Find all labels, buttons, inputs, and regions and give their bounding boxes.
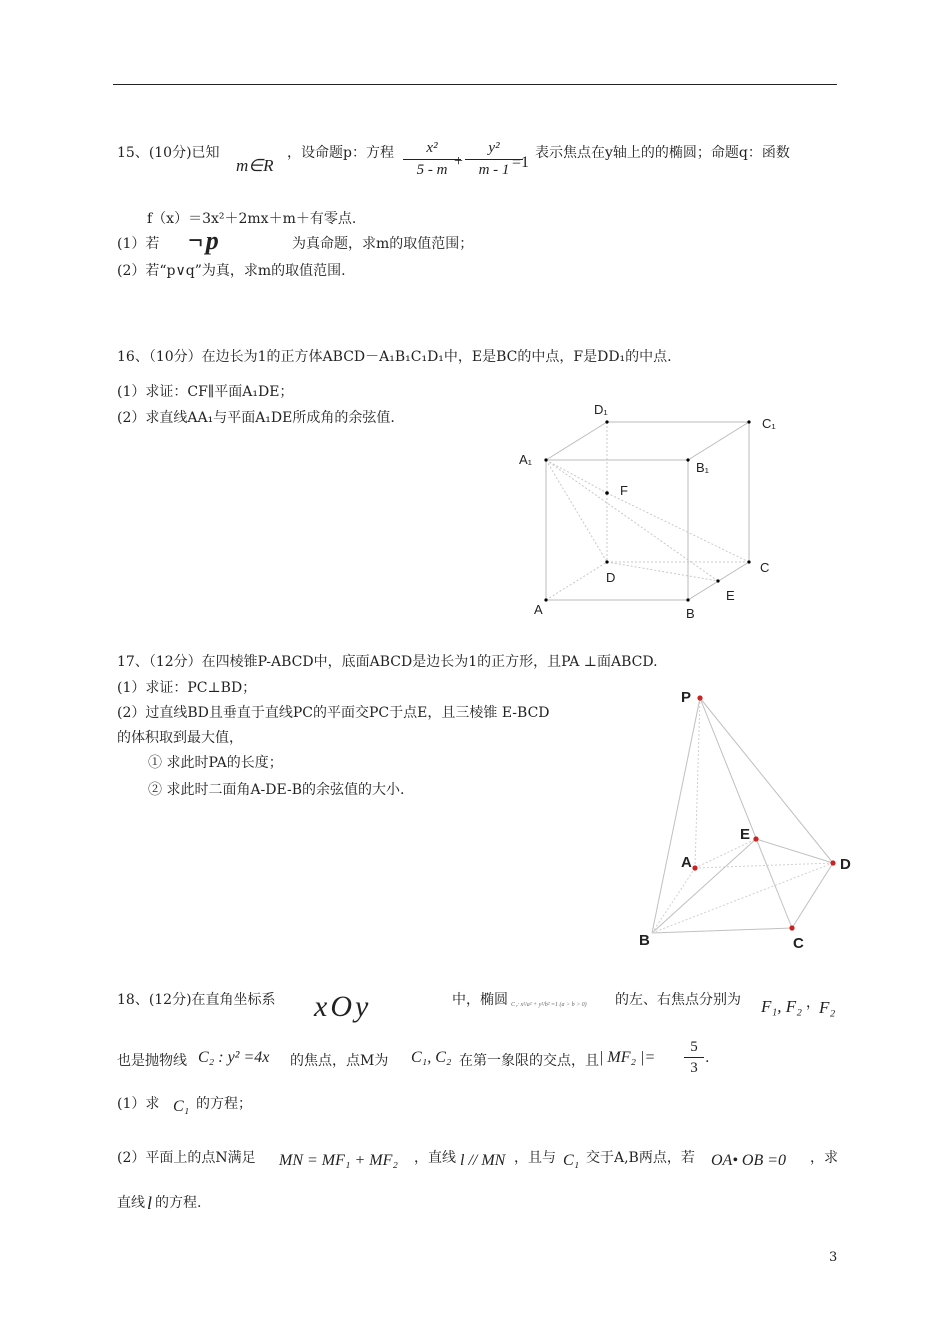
q18-line2-b: 的焦点，点M为 (290, 1053, 389, 1069)
q16-point-b1 (686, 458, 689, 461)
q18-tail1: 的左、右焦点分别为 (615, 992, 741, 1008)
q15-fraction-1 (403, 140, 464, 179)
q15-lead: 15、(10分)已知 (117, 145, 220, 161)
q15-equals: =1 (512, 154, 530, 171)
q17-sub1: ① 求此时PA的长度； (148, 755, 283, 771)
q18-part2-c: ，且与 (514, 1150, 556, 1166)
q16-cube-diagram (510, 396, 800, 626)
q18-part2-b: ，直线 (414, 1150, 456, 1166)
q16-part1: (1）求证：CF∥平面A₁DE； (117, 384, 294, 400)
q15-mid: ，设命题p：方程 (287, 145, 394, 161)
q16-label-b: B (686, 606, 695, 621)
q16-point-d1 (605, 420, 608, 423)
q15-function: f（x）＝3x²＋2mx＋m＋有零点. (147, 211, 357, 227)
q18-mid: 中，椭圆 (452, 992, 508, 1008)
q17-label-p: P (681, 689, 692, 706)
q18-part1-b: 的方程； (196, 1096, 252, 1112)
q16-lead: 16、（10分）在边长为1的正方体ABCD－A₁B₁C₁D₁中，E是BC的中点，F是DD₁的中点. (117, 349, 672, 365)
q16-point-c1 (747, 420, 750, 423)
q18-line2-a: 也是抛物线 (117, 1053, 187, 1069)
q17-part1: (1）求证：PC⊥BD； (117, 680, 257, 696)
q17-point-d (830, 860, 835, 865)
q18-frac-den: 3 (690, 1060, 698, 1076)
q15-part2: (2）若“p∨q”为真，求m的取值范围. (117, 263, 346, 279)
q16-point-d (605, 560, 608, 563)
q17-part2-a: (2）过直线BD且垂直于直线PC的平面交PC于点E，且三棱锥 E-BCD (117, 705, 550, 721)
q16-label-e: E (726, 588, 735, 603)
q17-label-a: A (681, 854, 692, 871)
q15-part1-b: 为真命题，求m的取值范围； (292, 236, 474, 252)
q18-period: . (705, 1050, 710, 1066)
q16-label-a: A (534, 602, 543, 617)
q15-f1-den: 5 - m (416, 162, 448, 178)
q18-f2: F₂ (819, 998, 836, 1017)
q16-part2: (2）求直线AA₁与平面A₁DE所成角的余弦值. (117, 410, 395, 426)
q18-dot-product: OA• OB =0 (711, 1152, 787, 1169)
q16-label-b1: B₁ (696, 460, 710, 475)
q18-line3-b: 的方程. (155, 1195, 202, 1211)
q18-c1c2: C₁, C₂ (411, 1049, 452, 1066)
q16-label-d: D (606, 570, 616, 585)
q18-fraction (684, 1039, 704, 1077)
q15-f2-den: m - 1 (478, 162, 510, 178)
q18-part2-a: (2）平面上的点N满足 (117, 1150, 256, 1166)
q17-label-d: D (840, 856, 851, 873)
q16-point-a (544, 598, 547, 601)
q18-part2-e: ，求 (810, 1150, 838, 1166)
q18-part2-c1: C₁ (563, 1152, 580, 1169)
q15-part1-a: (1）若 (117, 236, 160, 252)
q16-label-c: C (760, 560, 770, 575)
q17-pyramid-diagram (630, 678, 860, 958)
q17-label-e: E (740, 826, 751, 843)
q16-label-a1: A₁ (519, 452, 533, 467)
q17-point-e (753, 836, 758, 841)
q18-part1-a: (1）求 (117, 1096, 160, 1112)
q18-vector-eq: MN = MF₁ + MF₂ (279, 1152, 398, 1169)
q16-label-f: F (620, 483, 628, 498)
q18-comma: ， (806, 995, 820, 1011)
q17-sub2: ② 求此时二面角A-DE-B的余弦值的大小. (148, 782, 405, 798)
q18-lead: 18、(12分)在直角坐标系 (117, 992, 276, 1008)
q15-tail: 表示焦点在y轴上的的椭圆；命题q：函数 (535, 145, 790, 161)
q18-ellipse: C₁: x²/a² + y²/b² =1 (a > b > 0) (511, 1002, 587, 1008)
q17-lead: 17、（12分）在四棱锥P-ABCD中，底面ABCD是边长为1的正方形，且PA ⊥面ABCD. (117, 654, 658, 670)
q15-f2-num: y² (465, 140, 523, 160)
q16-point-a1 (544, 458, 547, 461)
header-rule (113, 84, 837, 85)
q18-frac-num: 5 (684, 1039, 704, 1058)
q17-part2-b: 的体积取到最大值， (117, 730, 243, 746)
q18-xoy: xOy (314, 990, 372, 1023)
q18-part1-c1: C₁ (173, 1098, 190, 1115)
q15-condition: m∈R (236, 156, 274, 175)
page-number: 3 (829, 1250, 838, 1265)
q17-point-c (789, 925, 794, 930)
q15-f1-num: x² (403, 140, 461, 160)
q15-neg-p: ¬p (188, 226, 221, 255)
q17-point-p (697, 695, 702, 700)
q18-part2-d: 交于A,B两点，若 (586, 1150, 695, 1166)
q16-point-c (747, 560, 750, 563)
q18-line2-c: 在第一象限的交点，且 (459, 1053, 599, 1069)
q18-parabola: C₂ : y² =4x (198, 1049, 270, 1066)
q18-foci: F₁, F₂ (761, 997, 803, 1016)
q16-point-b (686, 598, 689, 601)
q17-label-c: C (793, 935, 804, 952)
q16-label-c1: C₁ (762, 416, 776, 431)
q16-label-d1: D₁ (594, 402, 608, 417)
q18-parallel: l // MN (460, 1152, 506, 1169)
q17-label-b: B (639, 932, 650, 949)
q18-line3-a: 直线 (117, 1195, 145, 1211)
q18-mf2: | MF₂ |= (599, 1049, 656, 1066)
q16-point-f (605, 491, 609, 495)
q17-point-a (692, 865, 697, 870)
q15-plus: + (454, 153, 464, 170)
q18-line-l: l (147, 1193, 153, 1213)
q16-point-e (716, 579, 719, 582)
